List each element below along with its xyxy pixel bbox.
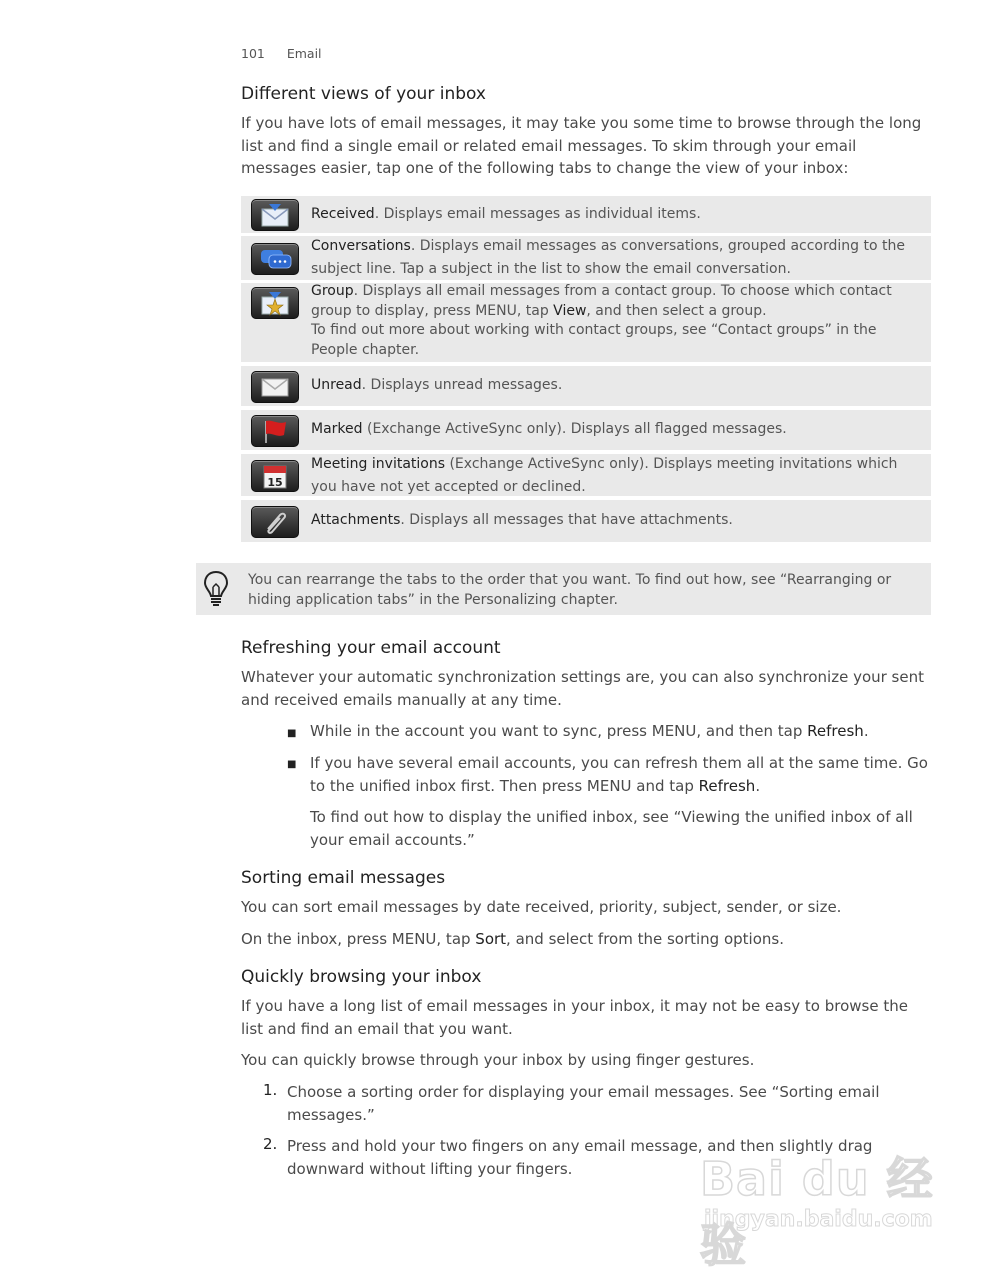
tab-row-attachments — [241, 500, 931, 542]
refresh-intro: Whatever your automatic synchronization settings are, you can also synchronize your sent and received emails manually at any time. — [241, 668, 924, 709]
tab-name: Group — [311, 283, 354, 299]
tab-description: (Exchange ActiveSync only). Displays meeting invitations which you have not yet accepted or declined. — [311, 456, 898, 495]
step-number: 1. — [263, 1081, 278, 1099]
tab-row-group — [241, 283, 931, 362]
tab-row-received — [241, 196, 931, 233]
calendar-day: 15 — [267, 476, 283, 489]
section-name: Email — [286, 46, 322, 61]
sort-text-end: , and select from the sorting options. — [506, 930, 784, 948]
page-number: 101 — [241, 46, 265, 61]
browsing-paragraph-1: If you have a long list of email messages in your inbox, it may not be easy to browse the list and find an email that you want. — [241, 997, 908, 1038]
tab-description: (Exchange ActiveSync only). Displays all flagged messages. — [362, 421, 787, 437]
tab-name: Marked — [311, 421, 363, 437]
tab-description: . Displays unread messages. — [361, 377, 563, 393]
unread-envelope-icon — [251, 371, 299, 403]
bullet-text: While in the account you want to sync, press MENU, and then tap — [310, 722, 808, 740]
lightbulb-icon — [202, 569, 230, 613]
sort-option: Sort — [475, 930, 507, 948]
bullet-text: If you have several email accounts, you can refresh them all at the same time. Go to the unified inbox first. Then press MENU and tap — [310, 754, 928, 795]
tab-name: Conversations — [311, 238, 411, 254]
tip-box — [196, 563, 931, 615]
refresh-option: Refresh — [698, 776, 756, 795]
received-envelope-icon — [251, 199, 299, 231]
view-option: View — [553, 302, 587, 319]
tab-row-conversations — [241, 236, 931, 280]
tab-description: . Displays all messages that have attachments. — [400, 512, 733, 528]
sorting-paragraph-1: You can sort email messages by date received, priority, subject, sender, or size. — [241, 898, 842, 916]
tab-row-meeting-invitations — [241, 454, 931, 496]
tab-note: To find out more about working with contact groups, see “Contact groups” in the People chapter. — [311, 322, 877, 358]
bullet-text-end: . — [755, 776, 761, 795]
calendar-icon — [251, 460, 299, 492]
heading-sorting: Sorting email messages — [241, 868, 446, 888]
tab-description-end: , and then select a group. — [586, 302, 767, 319]
tab-description: . Displays email messages as conversations, grouped according to the subject line. Tap a subject in the list to show the email conversation. — [311, 238, 905, 277]
baidu-watermark — [700, 1143, 940, 1272]
bullet-text-end: . — [863, 722, 869, 740]
tab-description: . Displays email messages as individual items. — [374, 206, 701, 222]
sort-text: On the inbox, press MENU, tap — [241, 930, 476, 948]
watermark-url: jingyan.baidu.com — [704, 1207, 933, 1232]
bullet-mark: ■ — [287, 728, 297, 739]
tab-name: Received — [311, 206, 375, 222]
bullet-note: To find out how to display the unified inbox, see “Viewing the unified inbox of all your email accounts.” — [310, 808, 913, 849]
bullet-item-1 — [310, 720, 930, 743]
bullet-item-2 — [310, 752, 930, 797]
watermark-logo: Bai du 经验 — [700, 1152, 934, 1272]
bullet-mark: ■ — [287, 759, 297, 770]
step-number: 2. — [263, 1135, 278, 1153]
heading-inbox-views: Different views of your inbox — [241, 84, 486, 104]
paperclip-icon — [251, 506, 299, 538]
refresh-option: Refresh — [807, 722, 864, 740]
heading-refreshing: Refreshing your email account — [241, 638, 501, 658]
conversations-bubbles-icon — [251, 243, 299, 275]
step-1: Choose a sorting order for displaying your email messages. See “Sorting email messages.” — [287, 1083, 880, 1124]
step-2: Press and hold your two fingers on any email message, and then slightly drag downward without lifting your fingers. — [287, 1137, 873, 1178]
heading-browsing: Quickly browsing your inbox — [241, 967, 482, 987]
browsing-paragraph-2: You can quickly browse through your inbox by using finger gestures. — [241, 1051, 755, 1069]
tab-name: Unread — [311, 377, 362, 393]
page-header — [241, 46, 322, 61]
intro-paragraph: If you have lots of email messages, it may take you some time to browse through the long list and find a single email or related email messages. To skim through your email messages easier, tap one of the following tabs to change the view of your inbox: — [241, 114, 922, 177]
tip-text: You can rearrange the tabs to the order that you want. To find out how, see “Rearranging or hiding application tabs” in the Personalizing chapter. — [248, 572, 892, 608]
tab-description: . Displays all email messages from a contact group. To choose which contact group to display, press MENU, tap — [311, 283, 892, 319]
tab-name: Attachments — [311, 512, 401, 528]
tab-row-unread — [241, 366, 931, 406]
tab-row-marked — [241, 410, 931, 450]
tab-name: Meeting invitations — [311, 456, 446, 472]
group-star-icon — [251, 287, 299, 319]
red-flag-icon — [251, 415, 299, 447]
sorting-paragraph-2 — [241, 928, 931, 951]
